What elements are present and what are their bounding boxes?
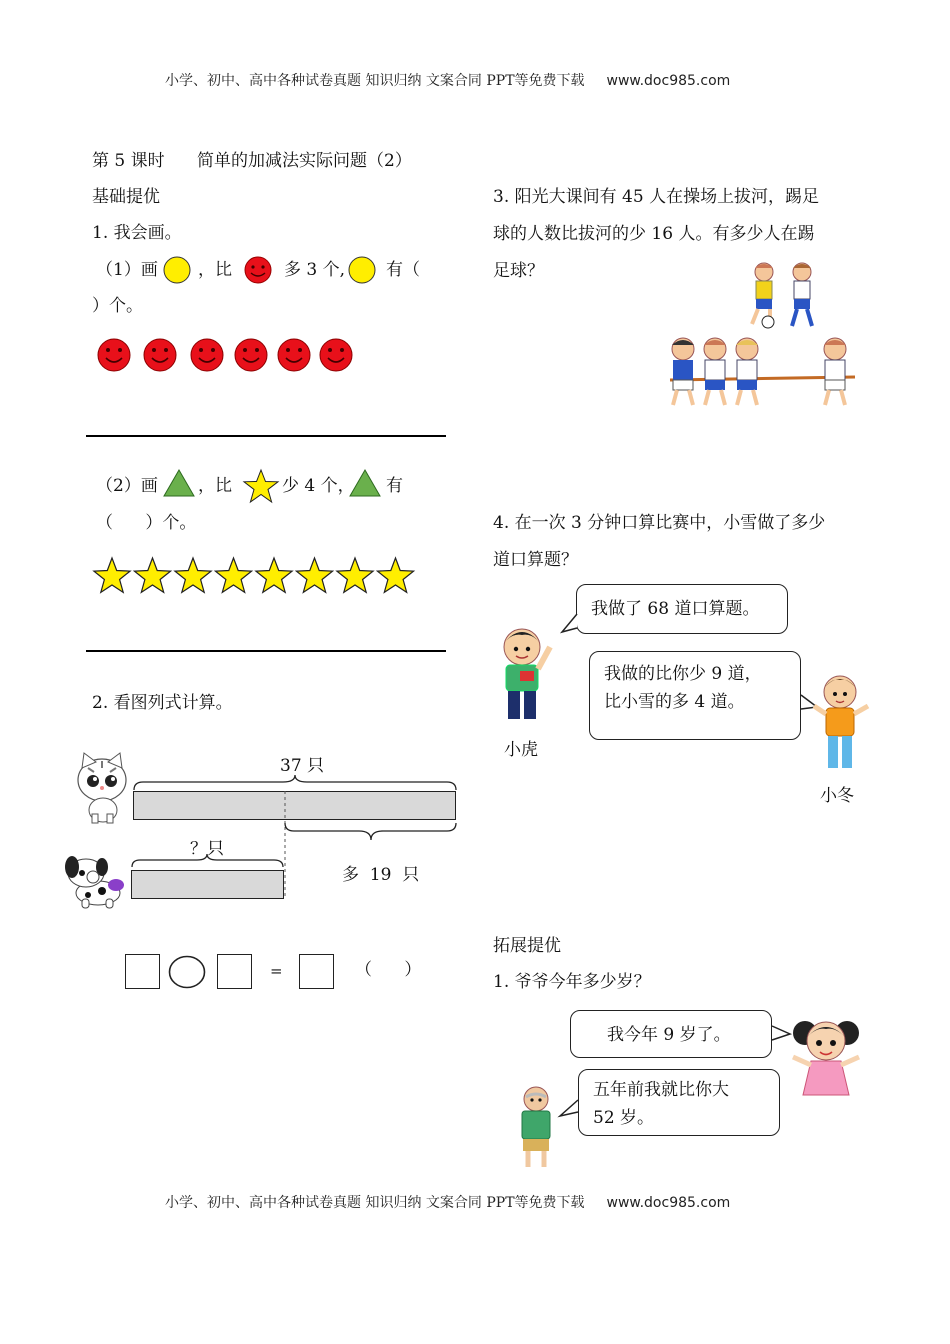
yellow-circle-icon [162,256,192,284]
answer-line [86,435,446,437]
cat-bar [133,791,456,820]
q1-p2-text-b: ，比 [198,476,232,496]
star-icon [243,469,279,503]
q2-title: 2. 看图列式计算。 [92,693,233,713]
answer-box[interactable] [299,954,334,989]
operator-circle[interactable] [168,955,206,989]
cat-icon [74,752,130,824]
q1-p1-text-e: ）个。 [92,296,143,316]
unknown-label: ？只 [190,839,224,859]
red-smiley-icon [98,339,130,371]
name-xiaodong: 小冬 [820,786,854,806]
difference-label: 多 19 只 [342,865,420,885]
boy-xiaodong-illustration [810,672,876,774]
q1-p1-text-a: （1）画 [96,260,158,280]
q1-p1-text-c: 多 3 个, [284,260,346,280]
section-ext-title: 拓展提优 [493,936,561,956]
girl-illustration [783,1015,869,1107]
boy-xiaohu-illustration [492,625,562,725]
q4-line1: 4. 在一次 3 分钟口算比赛中，小雪做了多少 [493,513,826,533]
tug-of-war-illustration [665,335,865,410]
name-xiaohu: 小虎 [504,740,538,760]
ext1-title: 1. 爷爷今年多少岁？ [493,972,651,992]
q1-p2-text-c: 少 4 个， [282,476,355,496]
footer-url[interactable]: www.doc985.com [606,1195,731,1211]
q1-p2-text-a: （2）画 [96,476,158,496]
section-basic-title: 基础提优 [92,187,160,207]
red-smiley-icon [320,339,352,371]
star-icon [94,558,130,592]
q1-p2-text-d: 有 [386,476,403,496]
q3-line2: 球的人数比拔河的少 16 人。有多少人在踢 [493,224,815,244]
green-triangle-icon [162,468,196,498]
star-icon [215,558,251,592]
speech-bubble-girl [570,1010,772,1058]
q1-title: 1. 我会画。 [92,223,182,243]
star-icon [175,558,211,592]
q1-p2-text-e: （ ）个。 [96,513,197,533]
star-icon [134,558,170,592]
grandpa-illustration [513,1085,559,1171]
page-header [165,70,730,90]
equation-box[interactable] [217,954,252,989]
red-smiley-icon [235,339,267,371]
dog-bar [131,870,284,899]
q3-line1: 3. 阳光大课间有 45 人在操场上拔河，踢足 [493,187,820,207]
total-label: 37 只 [280,756,325,776]
answer-line [86,650,446,652]
smiley-row [96,336,366,376]
soccer-kids-illustration [740,262,830,332]
speech-bubble-xiaodong [589,651,801,740]
q4-line2: 道口算题？ [493,550,578,570]
star-icon [377,558,413,592]
bubble-tail [560,612,580,634]
footer-text: 小学、初中、高中各种试卷真题 知识归纳 文案合同 PPT等免费下载 [165,1195,585,1211]
star-icon [256,558,292,592]
star-icon [296,558,332,592]
red-smiley-icon [278,339,310,371]
green-triangle-icon [348,468,382,498]
header-text: 小学、初中、高中各种试卷真题 知识归纳 文案合同 PPT等免费下载 [165,73,585,89]
red-smiley-icon [243,256,273,284]
dog-icon [58,855,130,911]
header-url[interactable]: www.doc985.com [606,73,731,89]
page-footer [165,1192,730,1212]
q3-line3: 足球？ [493,261,544,281]
red-smiley-icon [191,339,223,371]
red-smiley-icon [144,339,176,371]
bubble-text: 我今年 9 岁了。 [607,1025,731,1045]
lesson-title: 第 5 课时 简单的加减法实际问题（2） [92,151,412,171]
equals-sign: = [270,962,283,980]
q1-p1-text-d: 有（ [386,260,420,280]
equation-box[interactable] [125,954,160,989]
speech-bubble-xiaohu [576,584,788,634]
unit-blank: （ ） [355,960,422,980]
bubble-text: 我做了 68 道口算题。 [591,599,760,619]
q1-p1-text-b: ，比 [198,260,232,280]
star-row [92,555,422,597]
bottom-brace [131,853,286,869]
bubble-text-line1: 五年前我就比你大 [593,1080,729,1100]
bubble-text-line1: 我做的比你少 9 道， [604,664,762,684]
dashed-divider [284,791,286,901]
top-brace [133,774,458,792]
speech-bubble-grandpa [578,1069,780,1136]
bubble-tail [558,1098,580,1120]
star-icon [337,558,373,592]
bubble-text-line2: 52 岁。 [593,1108,655,1128]
difference-brace [284,822,458,842]
yellow-circle-icon [347,256,377,284]
bubble-text-line2: 比小雪的多 4 道。 [604,692,745,712]
